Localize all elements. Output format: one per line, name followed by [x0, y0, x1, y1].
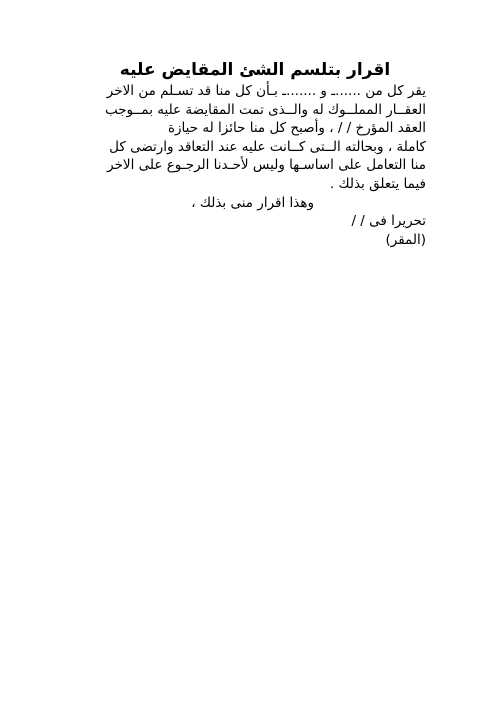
- body-line-6: فيما يتعلق بذلك .: [329, 175, 426, 192]
- body-line-4: كاملة ، وبحالته الــتى كــانت عليه عند التعاقد وارتضى كل: [109, 138, 426, 155]
- closing-statement: وهذا اقرار منى بذلك ،: [191, 194, 314, 211]
- body-line-3: العقد المؤرخ / / ، وأصبح كل منا حائزا له حيازة: [167, 120, 426, 137]
- signature-label: (المقر): [385, 231, 426, 248]
- date-line: تحريرا فى / /: [351, 213, 426, 230]
- body-line-1: يقر كل من ......ـ و .......ـ بـأن كل منا قد تسـلم من الاخر: [106, 83, 426, 99]
- body-line-5: منا التعامل على اساسـها وليس لأحـدنا الرجـوع على الاخر: [107, 157, 426, 174]
- body-line-2: العقــار المملــوك له والــذى تمت المقايضة عليه بمــوجب: [104, 101, 426, 118]
- document-title: اقرار بتلسم الشئ المقايض عليه: [119, 60, 391, 80]
- document-page: [74, 58, 426, 249]
